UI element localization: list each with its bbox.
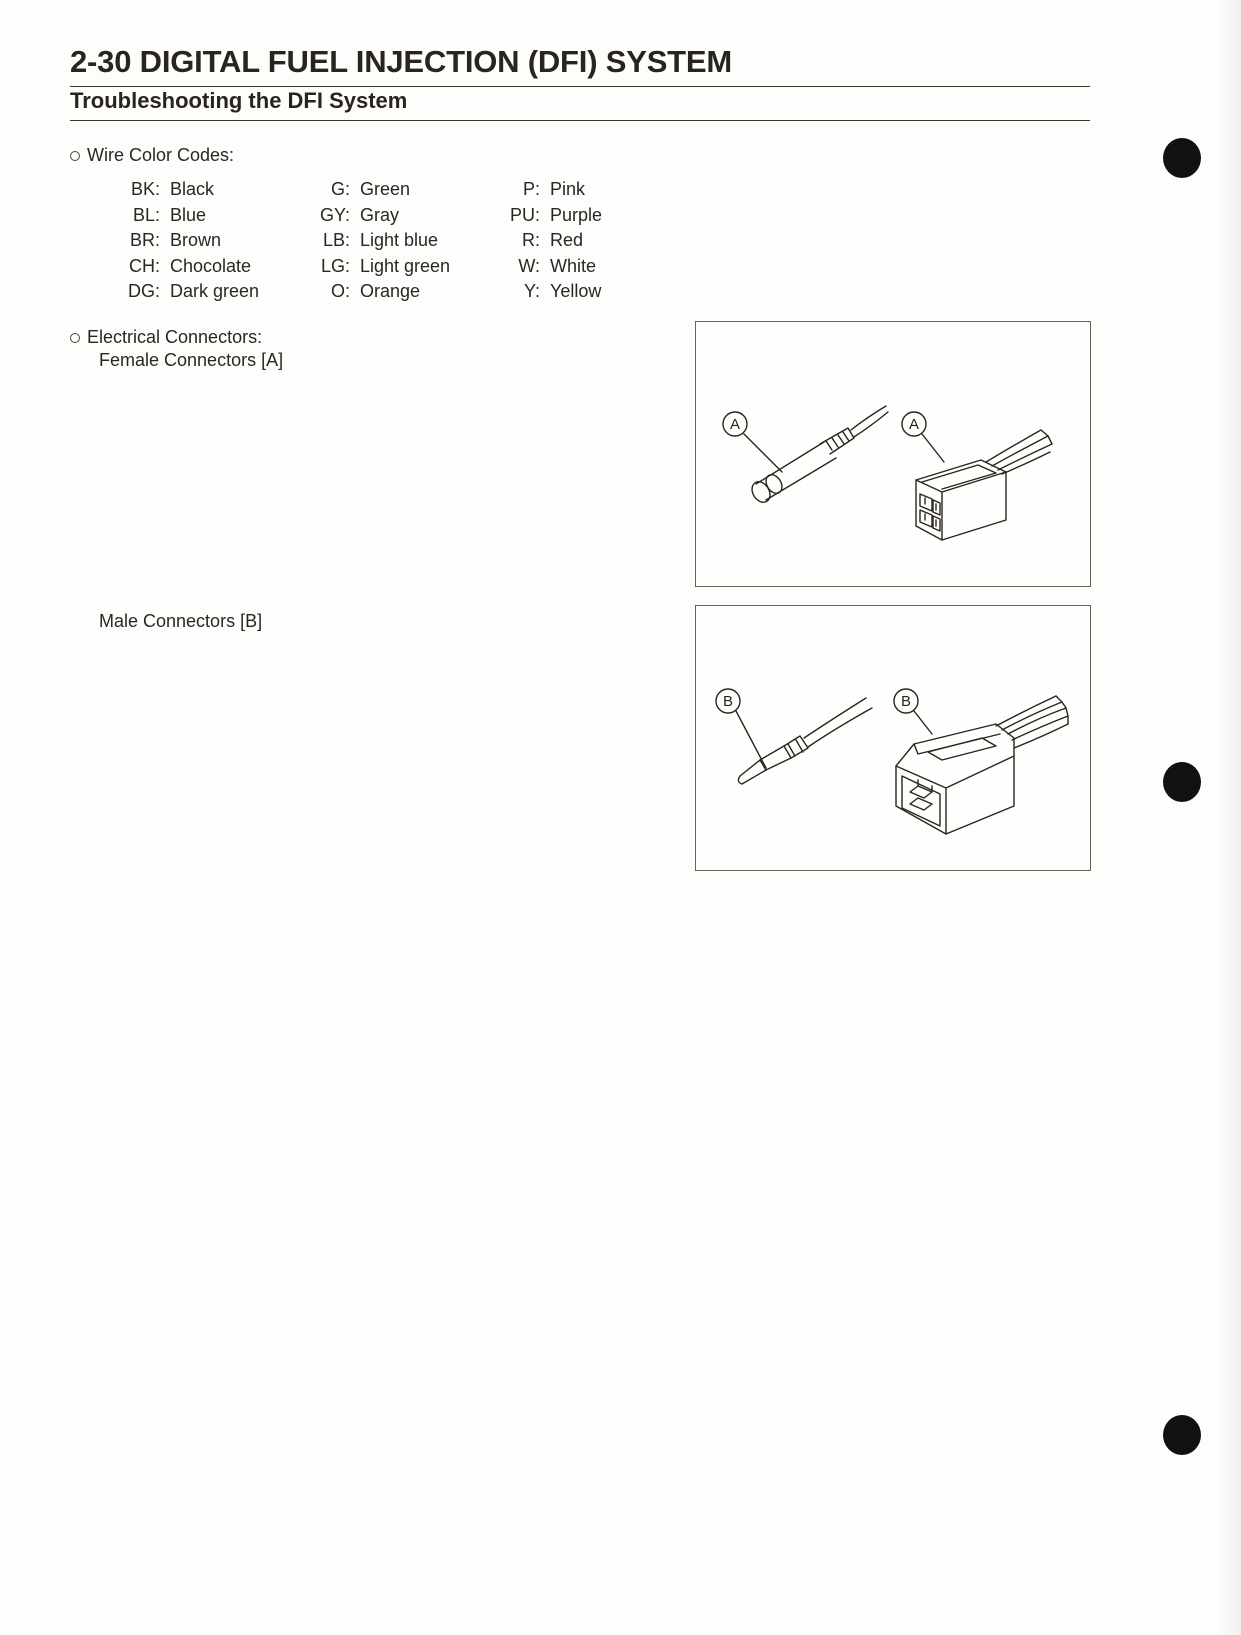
color-code-row: [506, 279, 602, 305]
color-code-name: Light green: [360, 255, 451, 276]
color-code-row: [128, 279, 259, 305]
color-code-name: Green: [360, 179, 411, 199]
punch-hole-icon: [1163, 138, 1201, 178]
color-code-row: [506, 228, 602, 254]
color-code-name: Orange: [360, 281, 421, 302]
wire-color-heading-line: [70, 145, 234, 166]
color-code-column-3: [506, 177, 602, 305]
color-code-abbr: O:: [330, 281, 350, 302]
title-rule: [70, 86, 1090, 87]
color-code-name: Dark green: [170, 281, 260, 302]
circle-bullet-icon: [70, 333, 80, 343]
callout-label-b: B: [722, 693, 734, 710]
color-code-abbr: Y:: [523, 281, 540, 302]
color-code-row: [318, 177, 450, 203]
subtitle-rule: [70, 120, 1090, 121]
callout-label-a: A: [908, 416, 920, 433]
punch-hole-icon: [1163, 762, 1201, 802]
color-code-name: Black: [170, 179, 215, 199]
color-code-column-1: [128, 177, 259, 305]
color-code-row: [128, 228, 259, 254]
female-connectors-illustration-icon: [696, 322, 1092, 588]
color-code-abbr: G:: [330, 179, 350, 199]
female-connectors-figure: [695, 321, 1091, 587]
color-code-row: [506, 203, 602, 229]
connectors-heading: Electrical Connectors:: [87, 327, 263, 347]
color-code-name: Yellow: [550, 281, 602, 302]
color-code-name: Pink: [550, 179, 586, 199]
callout-label-a: A: [729, 416, 741, 433]
scan-edge-shadow: [1219, 0, 1241, 1635]
color-code-abbr: PU:: [509, 204, 540, 225]
color-code-abbr: LG:: [320, 255, 350, 276]
color-code-row: [318, 254, 450, 280]
callout-label-b: B: [900, 693, 912, 710]
color-code-row: [506, 254, 602, 280]
color-code-row: [318, 203, 450, 229]
female-connectors-label: Female Connectors [A]: [99, 350, 284, 370]
color-code-abbr: BR:: [129, 230, 160, 251]
color-code-abbr: BL:: [132, 204, 160, 225]
wire-color-heading: Wire Color Codes:: [87, 145, 235, 165]
male-connectors-label: Male Connectors [B]: [99, 611, 263, 631]
circle-bullet-icon: [70, 151, 80, 161]
color-code-row: [128, 177, 259, 203]
color-code-row: [506, 177, 602, 203]
male-connectors-illustration-icon: [696, 606, 1092, 872]
color-code-name: Light blue: [360, 230, 439, 251]
color-code-row: [128, 203, 259, 229]
color-code-abbr: LB:: [322, 230, 350, 251]
color-code-row: [128, 254, 259, 280]
color-code-column-2: [318, 177, 450, 305]
page-title: 2-30 DIGITAL FUEL INJECTION (DFI) SYSTEM: [70, 44, 733, 79]
color-code-name: White: [550, 255, 597, 276]
color-code-name: Red: [550, 230, 584, 251]
color-code-abbr: BK:: [130, 179, 160, 199]
color-code-name: Chocolate: [170, 255, 252, 276]
color-code-abbr: GY:: [319, 204, 350, 225]
punch-hole-icon: [1163, 1415, 1201, 1455]
color-code-abbr: CH:: [129, 255, 160, 276]
section-subtitle: Troubleshooting the DFI System: [70, 88, 408, 113]
color-code-name: Gray: [360, 204, 400, 225]
color-code-abbr: W:: [518, 255, 540, 276]
color-code-row: [318, 279, 450, 305]
color-code-name: Purple: [550, 204, 603, 225]
color-code-abbr: P:: [522, 179, 540, 199]
color-code-abbr: R:: [522, 230, 540, 251]
color-code-name: Brown: [170, 230, 222, 251]
connectors-heading-line: [70, 327, 262, 348]
male-connectors-figure: [695, 605, 1091, 871]
color-code-name: Blue: [170, 204, 207, 225]
color-code-row: [318, 228, 450, 254]
color-code-abbr: DG:: [128, 281, 161, 302]
